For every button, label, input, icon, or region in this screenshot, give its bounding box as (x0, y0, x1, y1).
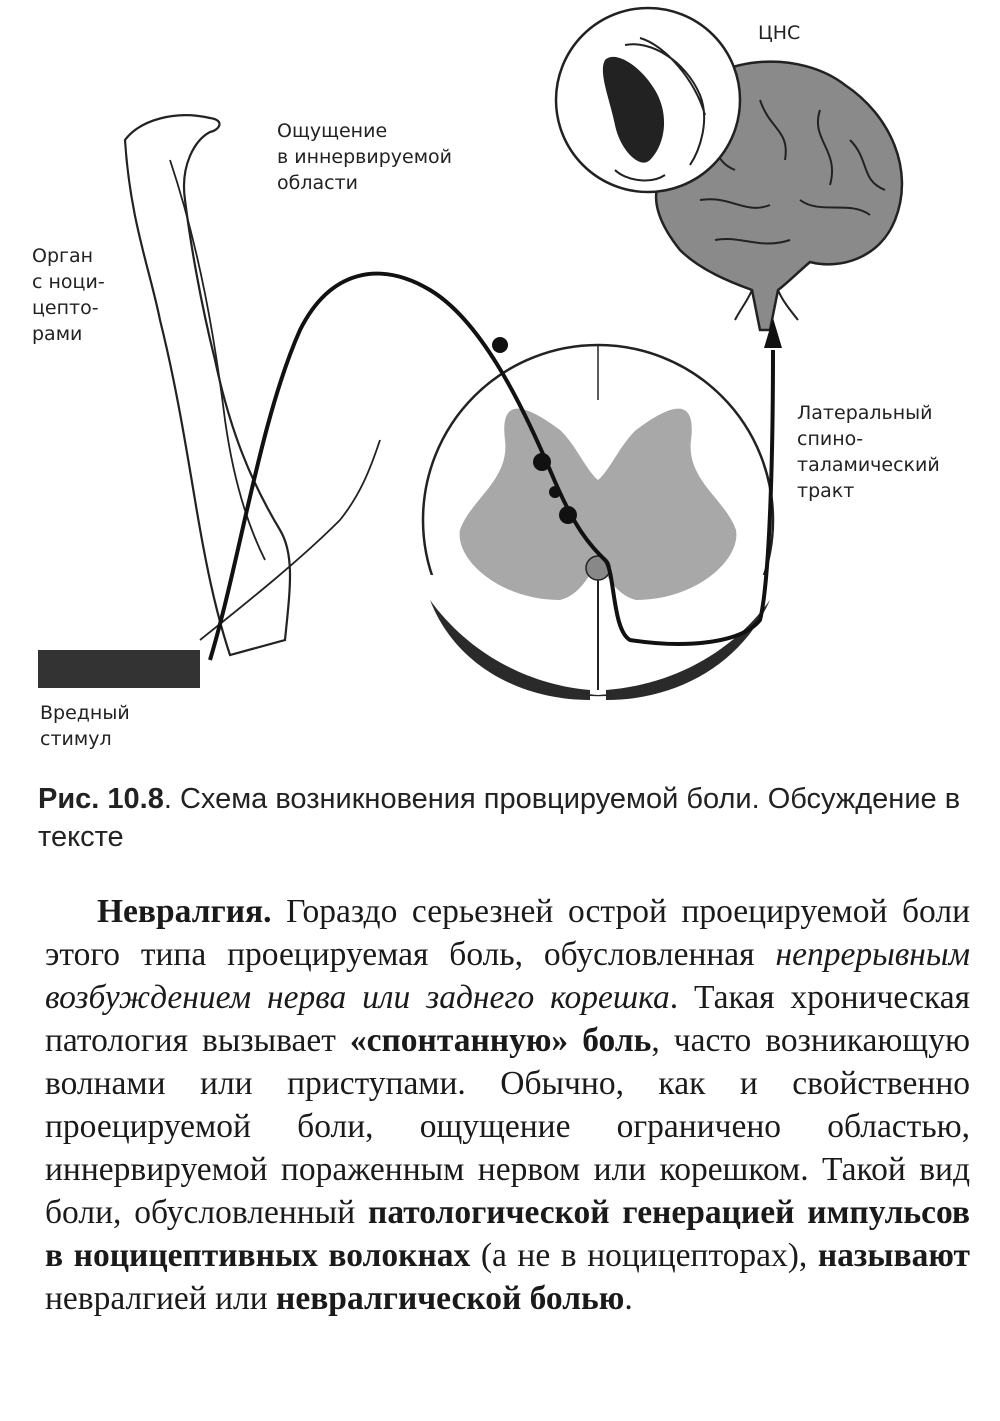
paragraph-neuralgia (45, 890, 970, 1320)
text-run: . (624, 1280, 633, 1317)
term-neuralgia: Невралгия. (97, 893, 272, 930)
label-cns: ЦНС (758, 22, 801, 44)
text-run: Гораздо серьезней острой проецируемой боли этого типа проецируемая боль, обусловленная (45, 893, 970, 973)
label-sensation: Ощущение в иннервируемой области (277, 120, 453, 194)
label-spinothalamic-tract: Латеральный спино- таламический тракт (797, 402, 940, 502)
caption-number: Рис. 10.8 (38, 783, 164, 815)
text-run: , часто возникающую волнами или приступами. Обычно, как и свойственно проецируемой боли, ощущение ограничено областью, иннервируемой пораженным нервом или корешком. Такой вид боли, обусловленный (45, 1022, 971, 1231)
bold-run: называют (817, 1237, 970, 1274)
body-text (45, 890, 970, 1320)
noxious-stimulus-block (38, 650, 200, 688)
italic-run: непрерывным возбуждением нерва или заднего корешка (45, 936, 970, 1016)
caption-text: . Схема возникновения провцируемой боли. Обсуждение в тексте (38, 783, 961, 853)
label-organ: Орган с ноци- цепто- рами (32, 245, 105, 345)
label-stimulus: Вредный стимул (40, 702, 130, 750)
arm-drawing (125, 115, 380, 655)
figure-caption (38, 780, 968, 856)
spinal-cord-section (423, 345, 773, 700)
text-run: невралгией или (45, 1280, 277, 1317)
text-run: . Такая хроническая патология вызывает (45, 979, 970, 1059)
bold-run: «спонтанную» боль (349, 1022, 652, 1059)
bold-run: невралгической болью (276, 1280, 625, 1317)
magnified-hand-inset (556, 8, 740, 192)
bold-run: патологической генерацией импульсов в ноцицептивных волокнах (45, 1194, 970, 1274)
text-run: (а не в ноцицепторах), (470, 1237, 818, 1274)
